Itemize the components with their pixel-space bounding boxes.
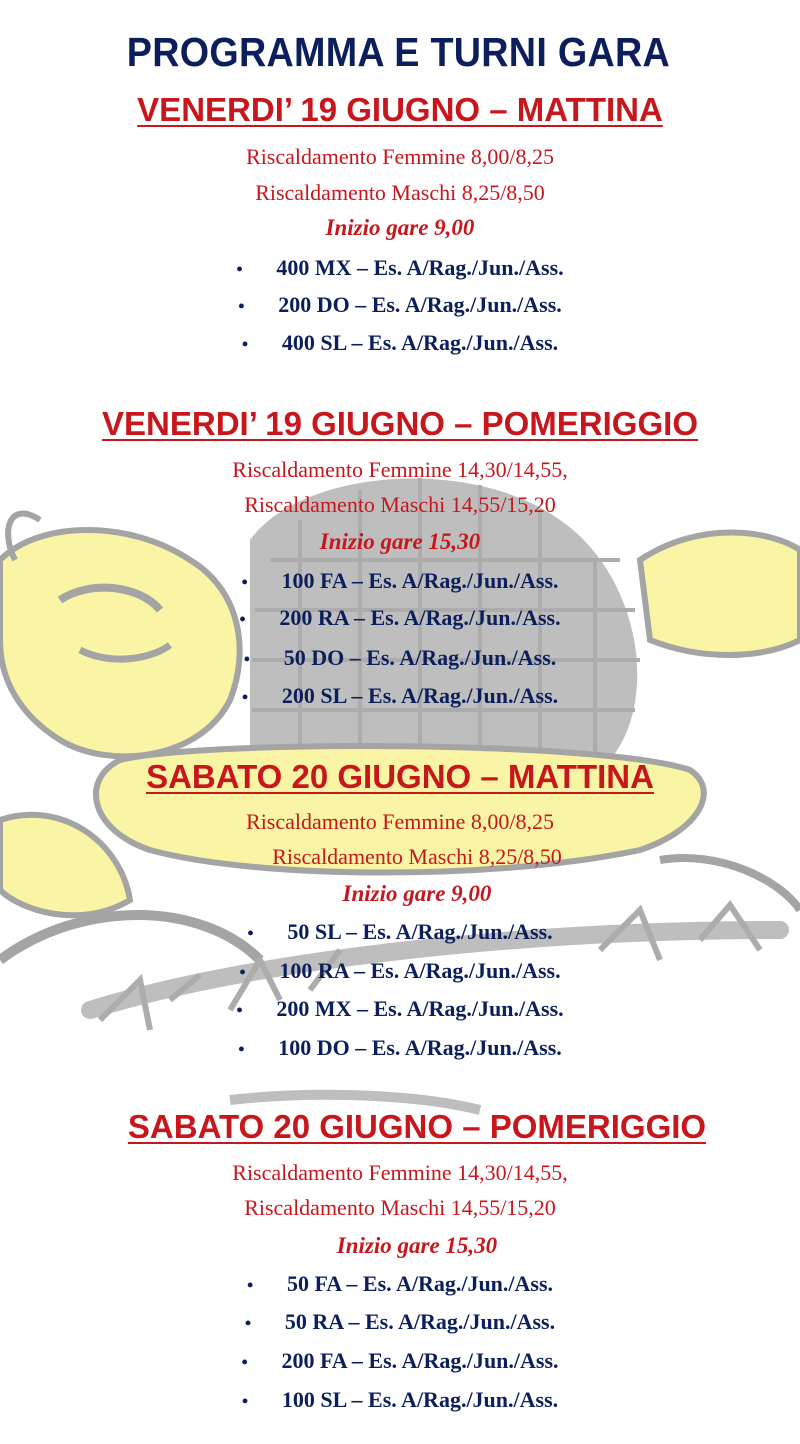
bullet-icon: • (246, 1275, 254, 1295)
race-start-time: Inizio gare 9,00 (342, 881, 492, 906)
event-item: • 50 FA – Es. A/Rag./Jun./Ass. (0, 1270, 800, 1299)
bullet-icon: • (241, 1391, 249, 1411)
event-item: • 200 RA – Es. A/Rag./Jun./Ass. (0, 604, 800, 633)
session-heading: VENERDI’ 19 GIUGNO – POMERIGGIO (102, 405, 698, 442)
event-item: • 100 SL – Es. A/Rag./Jun./Ass. (0, 1386, 800, 1415)
event-item: • 50 RA – Es. A/Rag./Jun./Ass. (0, 1308, 800, 1337)
warmup-female: Riscaldamento Femmine 14,30/14,55, (232, 457, 568, 482)
event-item: • 100 RA – Es. A/Rag./Jun./Ass. (0, 957, 800, 986)
event-item: • 200 DO – Es. A/Rag./Jun./Ass. (0, 291, 800, 320)
warmup-male: Riscaldamento Maschi 14,55/15,20 (244, 492, 556, 517)
warmup-female: Riscaldamento Femmine 8,00/8,25 (246, 809, 554, 834)
race-start-time: Inizio gare 9,00 (325, 215, 475, 240)
bullet-icon: • (238, 296, 245, 316)
event-item: • 400 SL – Es. A/Rag./Jun./Ass. (0, 329, 800, 358)
page-title: PROGRAMMA E TURNI GARA (126, 29, 671, 75)
warmup-female: Riscaldamento Femmine 8,00/8,25 (246, 144, 554, 169)
event-item: • 50 DO – Es. A/Rag./Jun./Ass. (0, 644, 800, 673)
event-item: • 100 FA – Es. A/Rag./Jun./Ass. (0, 567, 800, 596)
bullet-icon: • (239, 609, 246, 629)
event-item: • 200 MX – Es. A/Rag./Jun./Ass. (0, 995, 800, 1024)
race-start-time: Inizio gare 15,30 (336, 1233, 498, 1258)
warmup-female: Riscaldamento Femmine 14,30/14,55, (232, 1160, 568, 1185)
bullet-icon: • (244, 1313, 252, 1333)
session-heading: VENERDI’ 19 GIUGNO – MATTINA (137, 91, 663, 128)
event-item: • 400 MX – Es. A/Rag./Jun./Ass. (0, 254, 800, 283)
bullet-icon: • (241, 572, 248, 592)
bullet-icon: • (247, 923, 254, 943)
event-item: • 200 FA – Es. A/Rag./Jun./Ass. (0, 1347, 800, 1376)
bullet-icon: • (241, 1352, 248, 1372)
race-start-time: Inizio gare 15,30 (319, 529, 481, 554)
warmup-male: Riscaldamento Maschi 8,25/8,50 (255, 180, 545, 205)
bullet-icon: • (238, 1039, 245, 1059)
warmup-male: Riscaldamento Maschi 14,55/15,20 (244, 1195, 556, 1220)
event-item: • 100 DO – Es. A/Rag./Jun./Ass. (0, 1034, 800, 1063)
session-heading: SABATO 20 GIUGNO – POMERIGGIO (127, 1108, 707, 1145)
session-heading: SABATO 20 GIUGNO – MATTINA (146, 758, 654, 795)
bullet-icon: • (241, 687, 249, 707)
warmup-male: Riscaldamento Maschi 8,25/8,50 (272, 844, 562, 869)
bullet-icon: • (239, 962, 246, 982)
event-item: • 50 SL – Es. A/Rag./Jun./Ass. (0, 918, 800, 947)
bullet-icon: • (243, 649, 250, 669)
bullet-icon: • (241, 334, 249, 354)
bullet-icon: • (236, 259, 243, 279)
event-item: • 200 SL – Es. A/Rag./Jun./Ass. (0, 682, 800, 711)
bullet-icon: • (236, 1000, 243, 1020)
